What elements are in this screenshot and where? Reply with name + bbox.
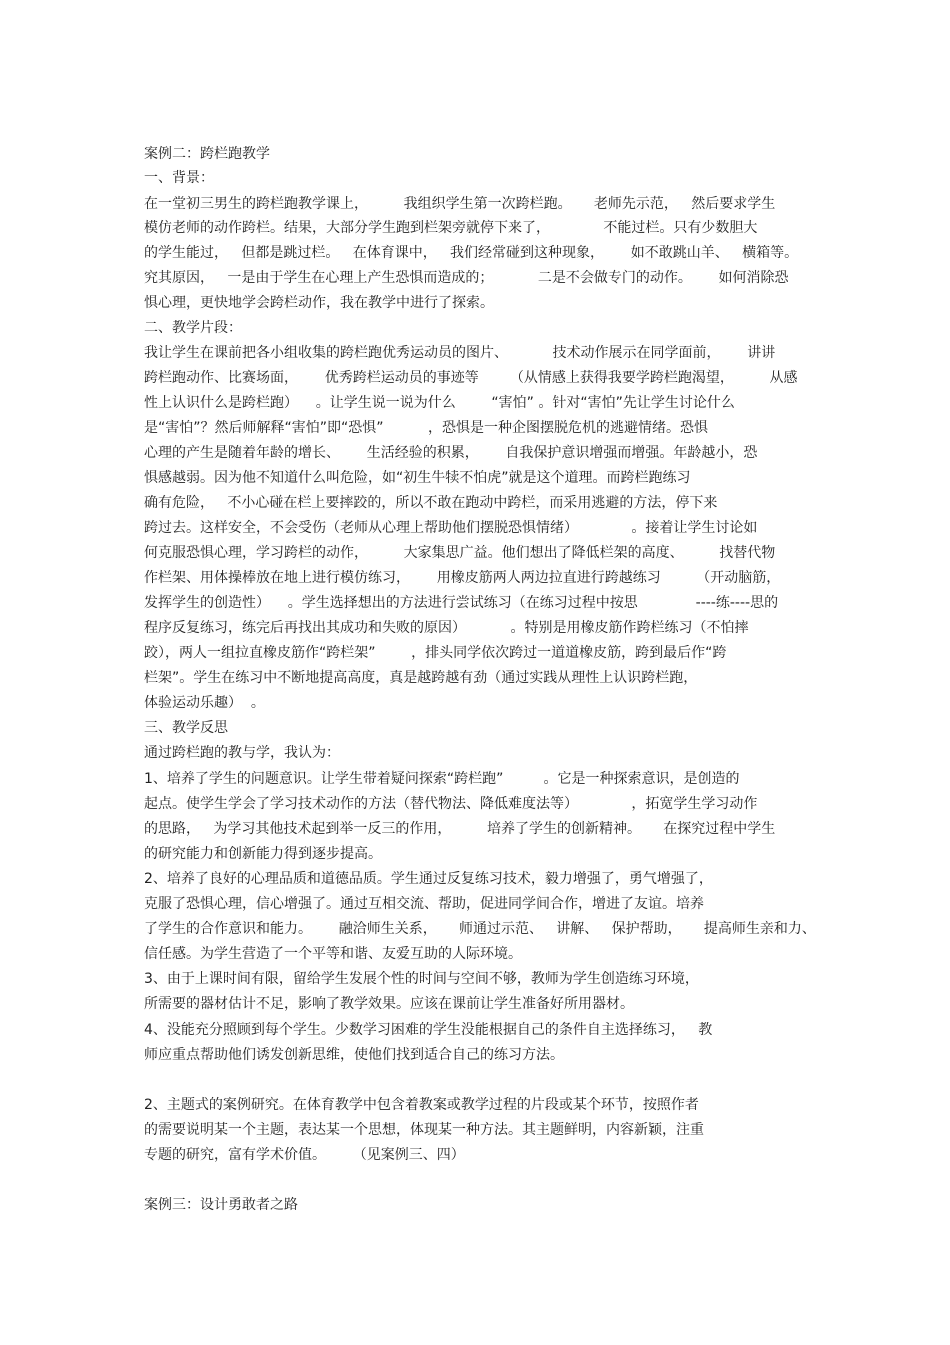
paragraph-line: 惧心理，更快地学会跨栏动作，我在教学中进行了探索。 [144, 295, 494, 311]
paragraph-line: 是“害怕”？然后师解释“害怕”即“恐惧” ，恐惧是一种企图摆脱危机的逃避情绪。恐惧 [144, 420, 709, 436]
paragraph-line: 惧感越弱。因为他不知道什么叫危险，如“初生牛犊不怕虎”就是这个道理。而跨栏跑练习 [144, 470, 691, 486]
paragraph-line: 模仿老师的动作跨栏。结果，大部分学生跑到栏架旁就停下来了， 不能过栏。只有少数胆大 [144, 220, 758, 236]
paragraph-line: 体验运动乐趣） 。 [144, 695, 265, 711]
paragraph-line: 跨栏跑动作、比赛场面， 优秀跨栏运动员的事迹等 （从情感上获得我要学跨栏跑渴望， 从感 [144, 370, 798, 386]
paragraph-line: 确有危险， 不小心碰在栏上要摔跤的，所以不敢在跑动中跨栏，而采用逃避的方法，停下来 [144, 495, 718, 511]
paragraph-line: 跤），两人一组拉直橡皮筋作“跨栏架” ，排头同学依次跨过一道道橡皮筋，跨到最后作“跨 [144, 645, 727, 661]
paragraph-line: 何克服恐惧心理，学习跨栏的动作， 大家集思广益。他们想出了降低栏架的高度、 找替代物 [144, 545, 776, 561]
paragraph-line: 作栏架、用体操棒放在地上进行模仿练习， 用橡皮筋两人两边拉直进行跨越练习 （开动脑筋， [144, 570, 781, 586]
paragraph-line: 师应重点帮助他们诱发创新思维，使他们找到适合自己的练习方法。 [144, 1047, 564, 1063]
paragraph-line: 究其原因， 一是由于学生在心理上产生恐惧而造成的； 二是不会做专门的动作。 如何消除恐 [144, 270, 789, 286]
paragraph-line: 的研究能力和创新能力得到逐步提高。 [144, 846, 382, 862]
case-two-title: 案例二：跨栏跑教学 [144, 146, 270, 162]
paragraph-line: 的思路， 为学习其他技术起到举一反三的作用， 培养了学生的创新精神。 在探究过程中学生 [144, 821, 776, 837]
section-background-heading: 一、背景： [144, 170, 214, 186]
paragraph-line: 4、没能充分照顾到每个学生。少数学习困难的学生没能根据自己的条件自主选择练习， 教 [144, 1022, 713, 1038]
paragraph-line: 跨过去。这样安全，不会受伤（老师从心理上帮助他们摆脱恐惧情绪） 。接着让学生讨论如 [144, 520, 758, 536]
paragraph-line: 栏架”。学生在练习中不断地提高高度，真是越跨越有劲（通过实践从理性上认识跨栏跑， [144, 670, 698, 686]
case-three-title: 案例三：设计勇敢者之路 [144, 1197, 298, 1213]
paragraph-line: 的需要说明某一个主题，表达某一个思想，体现某一种方法。其主题鲜明，内容新颖，注重 [144, 1122, 704, 1138]
paragraph-line: 起点。使学生学会了学习技术动作的方法（替代物法、降低难度法等） ，拓宽学生学习动作 [144, 796, 758, 812]
paragraph-line: 2、主题式的案例研究。在体育教学中包含着教案或教学过程的片段或某个环节，按照作者 [144, 1097, 699, 1113]
paragraph-line: 1、培养了学生的问题意识。让学生带着疑问探索“跨栏跑” 。它是一种探索意识，是创造的 [144, 771, 740, 787]
paragraph-line: 在一堂初三男生的跨栏跑教学课上， 我组织学生第一次跨栏跑。 老师先示范， 然后要求学生 [144, 196, 776, 212]
paragraph-line: 我让学生在课前把各小组收集的跨栏跑优秀运动员的图片、 技术动作展示在同学面前， 讲讲 [144, 345, 776, 361]
paragraph-line: 性上认识什么是跨栏跑） 。让学生说一说为什么 “害怕” 。针对“害怕”先让学生讨论什么 [144, 395, 735, 411]
paragraph-line: 发挥学生的创造性） 。学生选择想出的方法进行尝试练习（在练习过程中按思 ----练----思的 [144, 595, 779, 611]
paragraph-line: 专题的研究，富有学术价值。 （见案例三、四） [144, 1147, 465, 1163]
section-teaching-fragment-heading: 二、教学片段： [144, 320, 242, 336]
paragraph-line: 通过跨栏跑的教与学，我认为： [144, 745, 340, 761]
paragraph-line: 2、培养了良好的心理品质和道德品质。学生通过反复练习技术，毅力增强了，勇气增强了， [144, 871, 713, 887]
section-reflection-heading: 三、教学反思 [144, 720, 228, 736]
paragraph-line: 所需要的器材估计不足，影响了教学效果。应该在课前让学生准备好所用器材。 [144, 996, 634, 1012]
paragraph-line: 信任感。为学生营造了一个平等和谐、友爱互助的人际环境。 [144, 946, 522, 962]
paragraph-line: 了学生的合作意识和能力。 融洽师生关系， 师通过示范、 讲解、 保护帮助， 提高师生亲和力、 [144, 921, 816, 937]
paragraph-line: 克服了恐惧心理，信心增强了。通过互相交流、帮助，促进同学间合作，增进了友谊。培养 [144, 896, 704, 912]
paragraph-line: 的学生能过， 但都是跳过栏。 在体育课中， 我们经常碰到这种现象， 如不敢跳山羊、 横箱等。 [144, 245, 799, 261]
paragraph-line: 3、由于上课时间有限，留给学生发展个性的时间与空间不够，教师为学生创造练习环境， [144, 971, 699, 987]
paragraph-line: 程序反复练习，练完后再找出其成功和失败的原因） 。特别是用橡皮筋作跨栏练习（不怕摔 [144, 620, 749, 636]
paragraph-line: 心理的产生是随着年龄的增长、 生活经验的积累， 自我保护意识增强而增强。年龄越小，恐 [144, 445, 758, 461]
